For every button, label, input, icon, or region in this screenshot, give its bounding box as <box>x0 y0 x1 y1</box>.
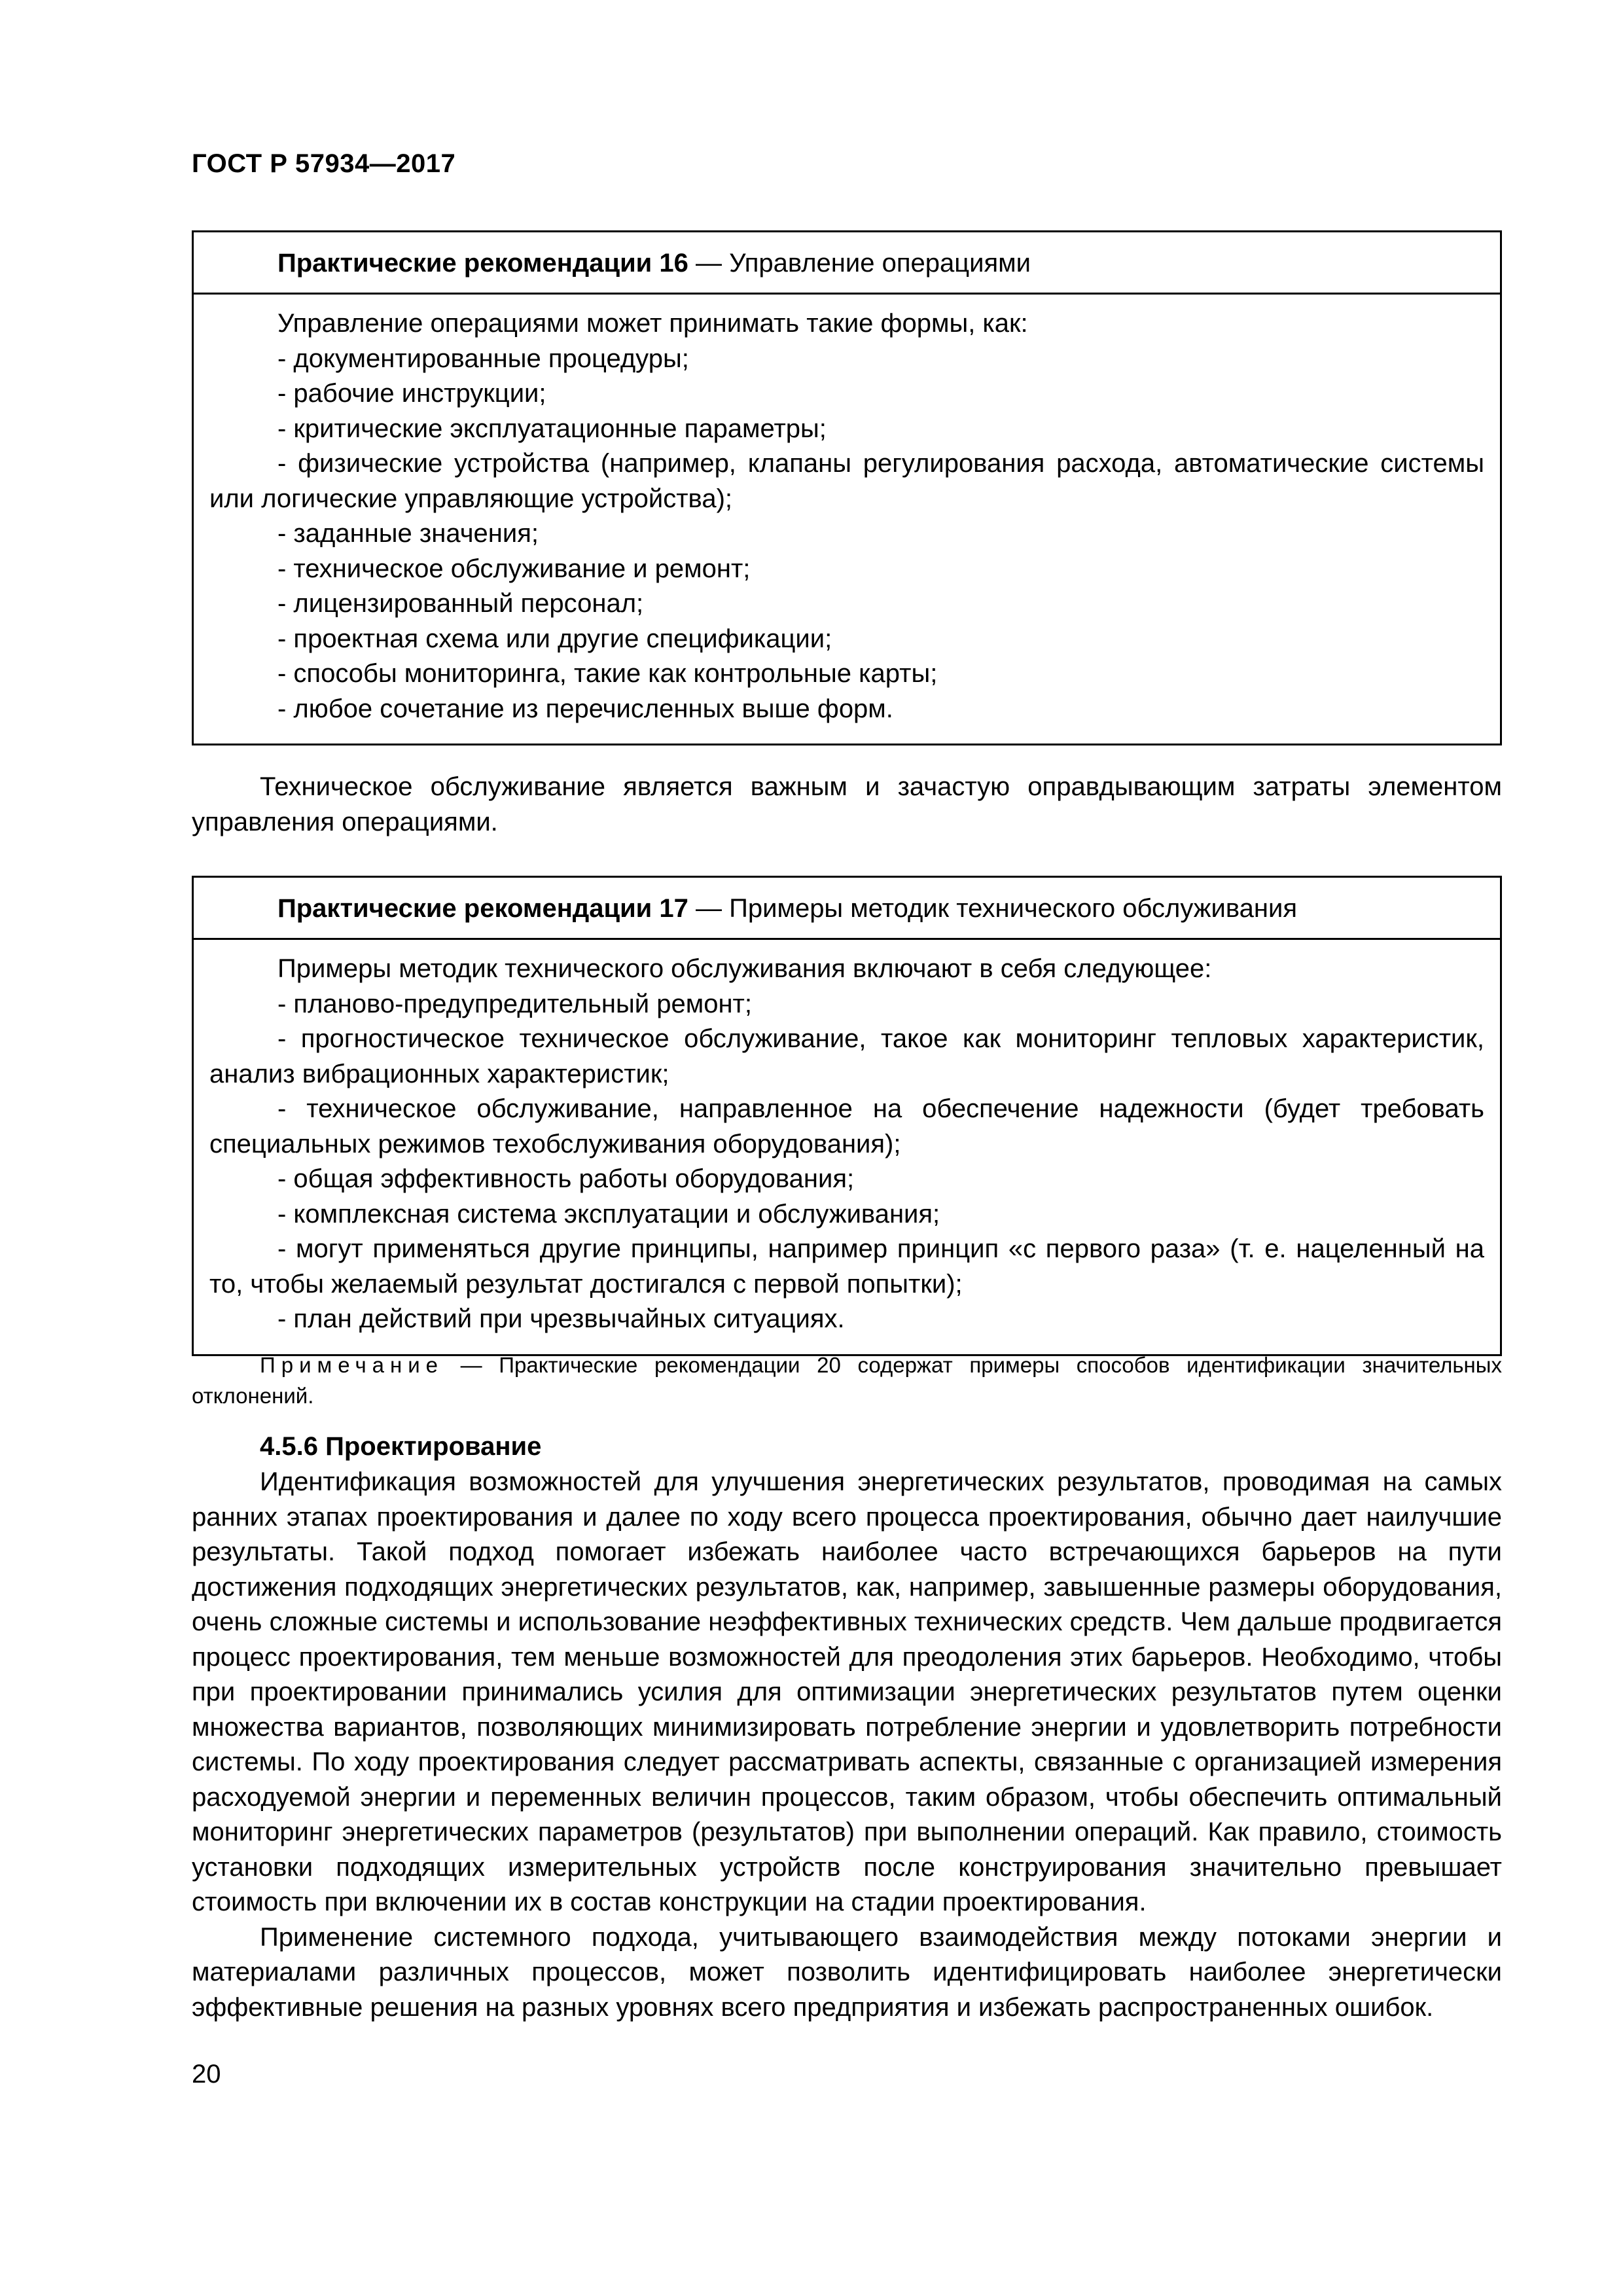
list-item: - любое сочетание из перечисленных выше форм. <box>277 694 893 723</box>
note <box>192 1350 1502 1411</box>
list-item: - техническое обслуживание и ремонт; <box>277 554 751 583</box>
document-header: ГОСТ Р 57934—2017 <box>192 149 456 178</box>
recommendation-box-17-title-rest: — Примеры методик технического обслуживания <box>688 894 1298 923</box>
list-item: - проектная схема или другие спецификации; <box>277 624 832 653</box>
list-item: - план действий при чрезвычайных ситуациях. <box>277 1304 845 1333</box>
note-label: Примечание <box>260 1353 444 1377</box>
list-item: - критические эксплуатационные параметры; <box>277 414 827 443</box>
page-number: 20 <box>192 2060 221 2089</box>
recommendation-box-16-body <box>194 295 1500 744</box>
recommendation-box-16-title <box>194 232 1500 295</box>
list-item: - рабочие инструкции; <box>277 379 546 408</box>
list-item: - документированные процедуры; <box>277 344 689 373</box>
list-item: - способы мониторинга, такие как контрольные карты; <box>277 659 938 688</box>
recommendation-box-17 <box>192 876 1502 1356</box>
list-item: Примеры методик технического обслуживания включают в себя следующее: <box>277 954 1212 983</box>
list-item: - заданные значения; <box>277 519 539 548</box>
section-paragraph: Применение системного подхода, учитывающего взаимодействия между потоками энергии и материалами различных процессов, может позволить идентифицировать наиболее энергетически эффективные решения на разных уровнях всего предприятия и избежать распространенных ошибок. <box>192 1922 1502 2022</box>
recommendation-box-16-title-bold: Практические рекомендации 16 <box>277 249 688 278</box>
note-text: — Практические рекомендации 20 содержат примеры способов идентификации значительных отклонений. <box>192 1353 1502 1408</box>
list-item: Управление операциями может принимать такие формы, как: <box>277 309 1028 338</box>
list-item: - планово-предупредительный ремонт; <box>277 989 752 1018</box>
section-title: 4.5.6 Проектирование <box>260 1432 542 1461</box>
recommendation-box-17-title <box>194 878 1500 940</box>
recommendation-box-16 <box>192 230 1502 745</box>
section-paragraph: Идентификация возможностей для улучшения энергетических результатов, проводимая на самых ранних этапах проектирования и далее по ходу всего процесса проектирования, обычно дает наилучшие результаты. Такой подход помогает избежать наиболее часто встречающихся барьеров на пути достижения подходящих энергетических результатов, как, например, завышенные размеры оборудования, очень сложные системы и использование неэффективных технических средств. Чем дальше продвигается процесс проектирования, тем меньше возможностей для преодоления этих барьеров. Необходимо, чтобы при проектировании принимались усилия для оптимизации энергетических результатов путем оценки множества вариантов, позволяющих минимизировать потребление энергии и удовлетворить потребности системы. По ходу проектирования следует рассматривать аспекты, связанные с организацией измерения расходуемой энергии и переменных величин процессов, таким образом, чтобы обеспечить оптимальный мониторинг энергетических параметров (результатов) при выполнении операций. Как правило, стоимость установки подходящих измерительных устройств после конструирования значительно превышает стоимость при включении их в состав конструкции на стадии проектирования. <box>192 1467 1502 1916</box>
maintenance-paragraph <box>192 770 1502 840</box>
list-item: - комплексная система эксплуатации и обслуживания; <box>277 1199 940 1229</box>
recommendation-box-16-title-rest: — Управление операциями <box>688 249 1031 278</box>
list-item: - техническое обслуживание, направленное на обеспечение надежности (будет требовать специальных режимов техобслуживания оборудования); <box>209 1094 1484 1158</box>
list-item: - общая эффективность работы оборудования; <box>277 1164 855 1193</box>
list-item: - могут применяться другие принципы, например принцип «с первого раза» (т. е. нацеленный на то, чтобы желаемый результат достигался с первой попытки); <box>209 1234 1484 1299</box>
paragraph-text: Техническое обслуживание является важным и зачастую оправдывающим затраты элементом управления операциями. <box>192 772 1502 836</box>
list-item: - лицензированный персонал; <box>277 589 644 618</box>
recommendation-box-17-body <box>194 940 1500 1354</box>
recommendation-box-17-title-bold: Практические рекомендации 17 <box>277 894 688 923</box>
list-item: - прогностическое техническое обслуживание, такое как мониторинг тепловых характеристик, анализ вибрационных характеристик; <box>209 1024 1484 1088</box>
section-body <box>192 1465 1502 2025</box>
list-item: - физические устройства (например, клапаны регулирования расхода, автоматические системы или логические управляющие устройства); <box>209 449 1484 513</box>
